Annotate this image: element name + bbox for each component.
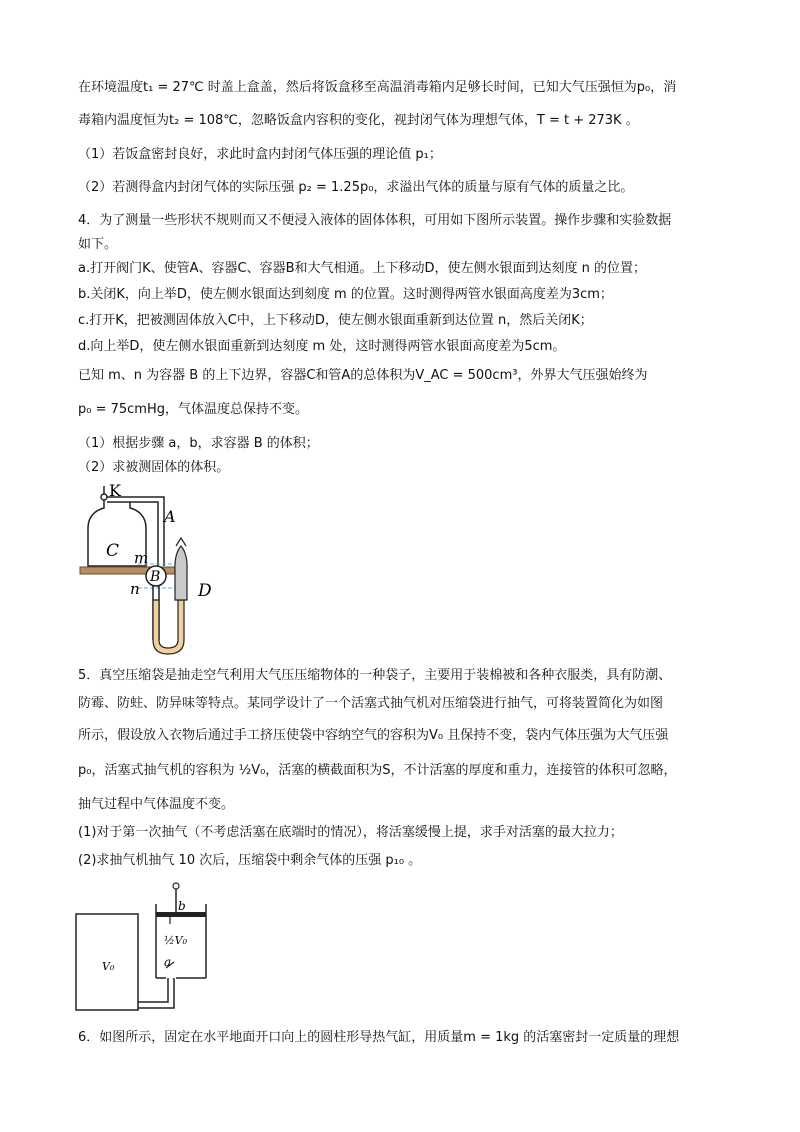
label-m: m <box>134 549 149 567</box>
q3-line-2: 毒箱内温度恒为t₂ = 108℃，忽略饭盒内容积的变化，视封闭气体为理想气体，T = t + 273K 。 <box>78 113 639 128</box>
q5-sub-1: (1)对于第一次抽气（不考虑活塞在底端时的情况），将活塞缓慢上提，求手对活塞的最大拉力； <box>78 825 623 840</box>
q3-sub-1: （1）若饭盒密封良好，求此时盒内封闭气体压强的理论值 p₁； <box>78 147 442 162</box>
q5-line-2: 防霉、防蛀、防异味等特点。某同学设计了一个活塞式抽气机对压缩袋进行抽气，可将装置简化为如图 <box>78 696 664 711</box>
q3-sub-2: （2）若测得盒内封闭气体的实际压强 p₂ = 1.25p₀，求溢出气体的质量与原有气体的质量之比。 <box>78 180 634 195</box>
q5-line-3: 所示，假设放入衣物后通过手工挤压使袋中容纳空气的容积为V₀ 且保持不变，袋内气体压强为大气压强 <box>78 728 669 743</box>
q5-line-4: p₀，活塞式抽气机的容积为 ½V₀，活塞的横截面积为S，不计活塞的厚度和重力，连接管的体积可忽略， <box>78 763 677 778</box>
q4-line-2: 如下。 <box>78 237 118 252</box>
q5-sub-2: (2)求抽气机抽气 10 次后，压缩袋中剩余气体的压强 p₁₀ 。 <box>78 853 422 868</box>
label-V0: V₀ <box>102 960 115 973</box>
q4-step-a: a.打开阀门K、使管A、容器C、容器B和大气相通。上下移动D，使左侧水银面到达刻度 n 的位置； <box>78 261 647 276</box>
q4-sub-2: （2）求被测固体的体积。 <box>78 460 230 475</box>
q4-known-2: p₀ = 75cmHg，气体温度总保持不变。 <box>78 402 309 417</box>
q4-apparatus-figure <box>76 482 246 658</box>
q6-line-1: 6．如图所示，固定在水平地面开口向上的圆柱形导热气缸，用质量m = 1kg 的活塞密封一定质量的理想 <box>78 1030 680 1045</box>
q4-step-c: c.打开K，把被测固体放入C中，上下移动D，使左侧水银面重新到达位置 n，然后关闭K； <box>78 313 593 328</box>
q4-line-1: 4．为了测量一些形状不规则而又不便浸入液体的固体体积，可用如下图所示装置。操作步骤和实验数据 <box>78 213 672 228</box>
q5-line-1: 5．真空压缩袋是抽走空气利用大气压压缩物体的一种袋子，主要用于装棉被和各种衣服类，具有防潮、 <box>78 668 672 683</box>
label-D: D <box>198 581 212 601</box>
label-C: C <box>106 541 120 561</box>
label-b: b <box>178 899 186 913</box>
q5-line-5: 抽气过程中气体温度不变。 <box>78 797 235 812</box>
q4-known-1: 已知 m、n 为容器 B 的上下边界，容器C和管A的总体积为V_AC = 500cm³，外界大气压强始终为 <box>78 368 648 383</box>
q4-step-b: b.关闭K，向上举D，使左侧水银面达到刻度 m 的位置。这时测得两管水银面高度差为3cm； <box>78 287 613 302</box>
label-a: a <box>164 955 172 969</box>
q4-step-d: d.向上举D，使左侧水银面重新到达刻度 m 处，这时测得两管水银面高度差为5cm。 <box>78 339 566 354</box>
label-K: K <box>109 482 121 500</box>
q3-line-1: 在环境温度t₁ = 27℃ 时盖上盒盖，然后将饭盒移至高温消毒箱内足够长时间，已知大气压强恒为p₀，消 <box>78 80 677 95</box>
label-n: n <box>130 580 140 598</box>
label-B: B <box>150 569 161 585</box>
label-half-V0: ½V₀ <box>164 934 188 947</box>
label-A: A <box>164 507 176 526</box>
q4-sub-1: （1）根据步骤 a，b，求容器 B 的体积； <box>78 436 319 451</box>
q5-pump-figure <box>74 882 214 1014</box>
